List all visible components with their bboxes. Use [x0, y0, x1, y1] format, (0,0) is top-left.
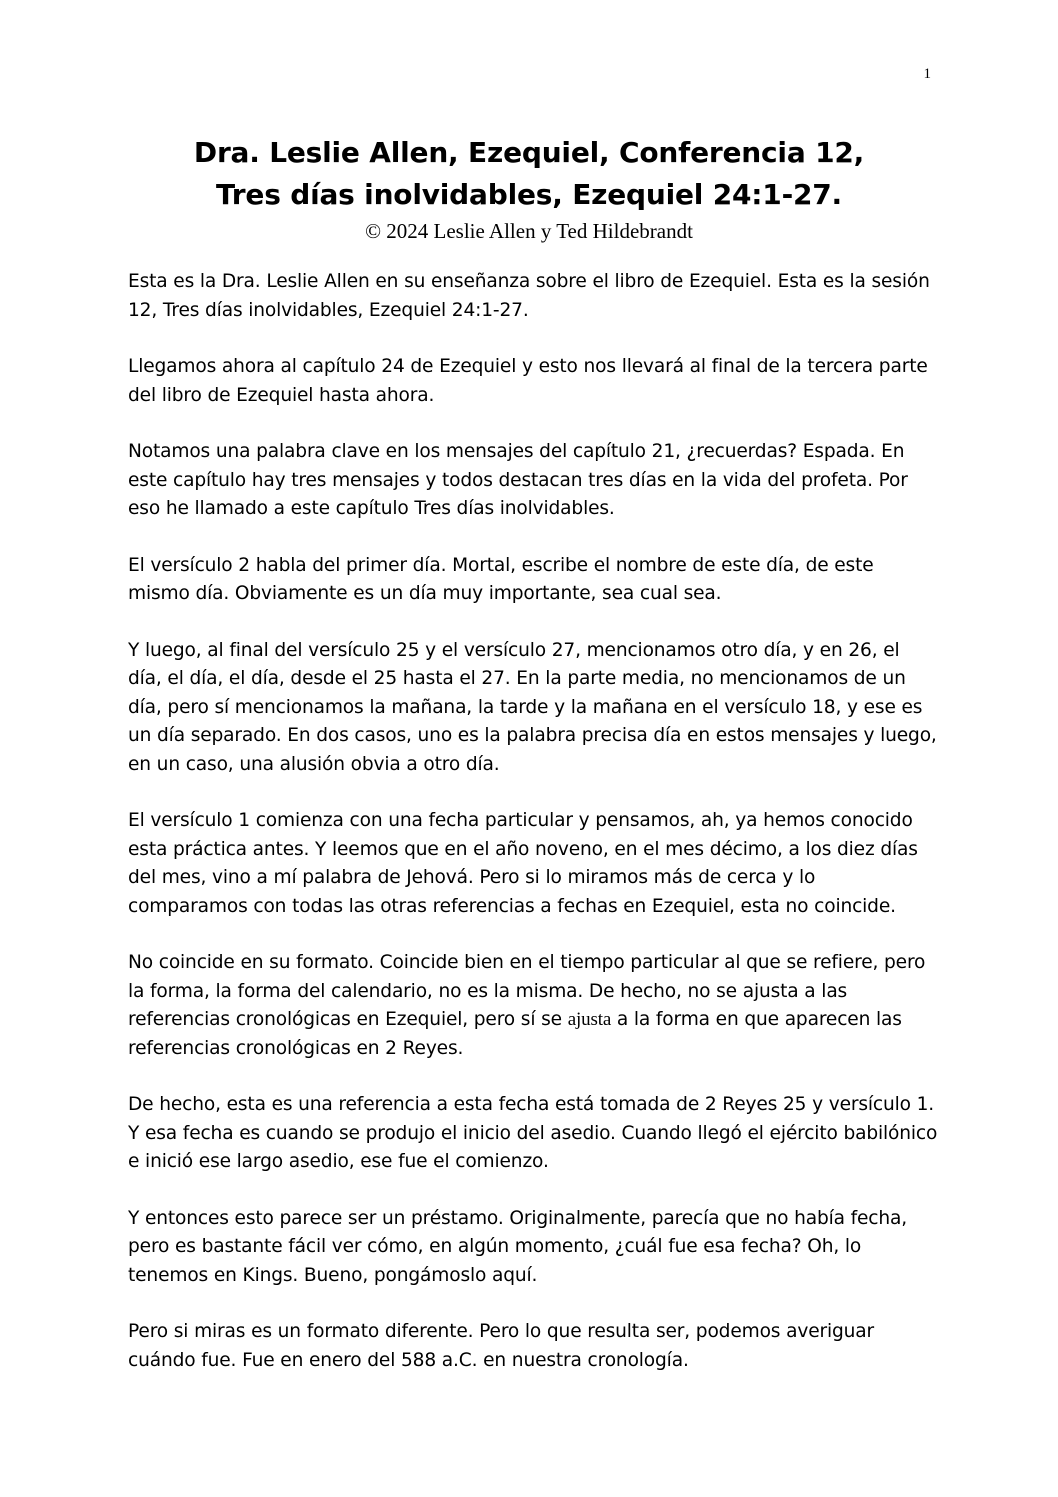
- paragraph-10: Pero si miras es un formato diferente. Pero lo que resulta ser, podemos averiguar cuándo fue. Fue en enero del 588 a.C. en nuestra cronología.: [128, 1321, 875, 1371]
- paragraph-1: Esta es la Dra. Leslie Allen en su enseñanza sobre el libro de Ezequiel. Esta es la sesión 12, Tres días inolvidables, Ezequiel 24:1-27.: [128, 271, 930, 321]
- paragraph-6: El versículo 1 comienza con una fecha particular y pensamos, ah, ya hemos conocido esta práctica antes. Y leemos que en el año noveno, en el mes décimo, a los diez días del mes, vino a mí palabra de Jehová. Pero si lo miramos más de cerca y lo comparamos con todas las otras referencias a fechas en Ezequiel, esta no coincide.: [128, 810, 918, 917]
- paragraph-5: Y luego, al final del versículo 25 y el versículo 27, mencionamos otro día, y en 26, el día, el día, el día, desde el 25 hasta el 27. En la parte media, no mencionamos de un día, pero sí mencionamos la mañana, la tarde y la mañana en el versículo 18, y ese es un día separado. En dos casos, uno es la palabra precisa día en estos mensajes y luego, en un caso, una alusión obvia a otro día.: [128, 639, 937, 775]
- paragraph-7-before: No coincide en su formato. Coincide bien en el tiempo particular al que se refiere, pero la forma, la forma del calendario, no es la misma. De hecho, no se ajusta a las referencias cronológicas en Ezequiel, pero sí se: [128, 952, 926, 1030]
- paragraph-7-after: a la forma en que aparecen las referencias cronológicas en 2 Reyes.: [128, 1009, 902, 1059]
- paragraph-2: Llegamos ahora al capítulo 24 de Ezequiel y esto nos llevará al final de la tercera parte del libro de Ezequiel hasta ahora.: [128, 356, 928, 406]
- document-body: [128, 268, 938, 1403]
- paragraph-8: De hecho, esta es una referencia a esta fecha está tomada de 2 Reyes 25 y versículo 1. Y esa fecha es cuando se produjo el inicio del asedio. Cuando llegó el ejército babilónico e inició ese largo asedio, ese fue el comienzo.: [128, 1094, 938, 1172]
- paragraph-3: Notamos una palabra clave en los mensajes del capítulo 21, ¿recuerdas? Espada. En este capítulo hay tres mensajes y todos destacan tres días en la vida del profeta. Por eso he llamado a este capítulo Tres días inolvidables.: [128, 441, 908, 519]
- title-line-1: Dra. Leslie Allen, Ezequiel, Conferencia 12,: [193, 136, 865, 169]
- page-number: 1: [923, 66, 931, 82]
- paragraph-9: Y entonces esto parece ser un préstamo. Originalmente, parecía que no había fecha, pero es bastante fácil ver cómo, en algún momento, ¿cuál fue esa fecha? Oh, lo tenemos en Kings. Bueno, pongámoslo aquí.: [128, 1207, 908, 1286]
- title-block: [0, 132, 1058, 246]
- paragraph-7-serif-word: ajusta: [567, 1009, 612, 1030]
- copyright-line: © 2024 Leslie Allen y Ted Hildebrandt: [365, 219, 693, 243]
- paragraph-7: [128, 949, 938, 1063]
- title-line-2: Tres días inolvidables, Ezequiel 24:1-27.: [215, 178, 842, 211]
- paragraph-4: El versículo 2 habla del primer día. Mortal, escribe el nombre de este día, de este mismo día. Obviamente es un día muy importante, sea cual sea.: [128, 554, 874, 604]
